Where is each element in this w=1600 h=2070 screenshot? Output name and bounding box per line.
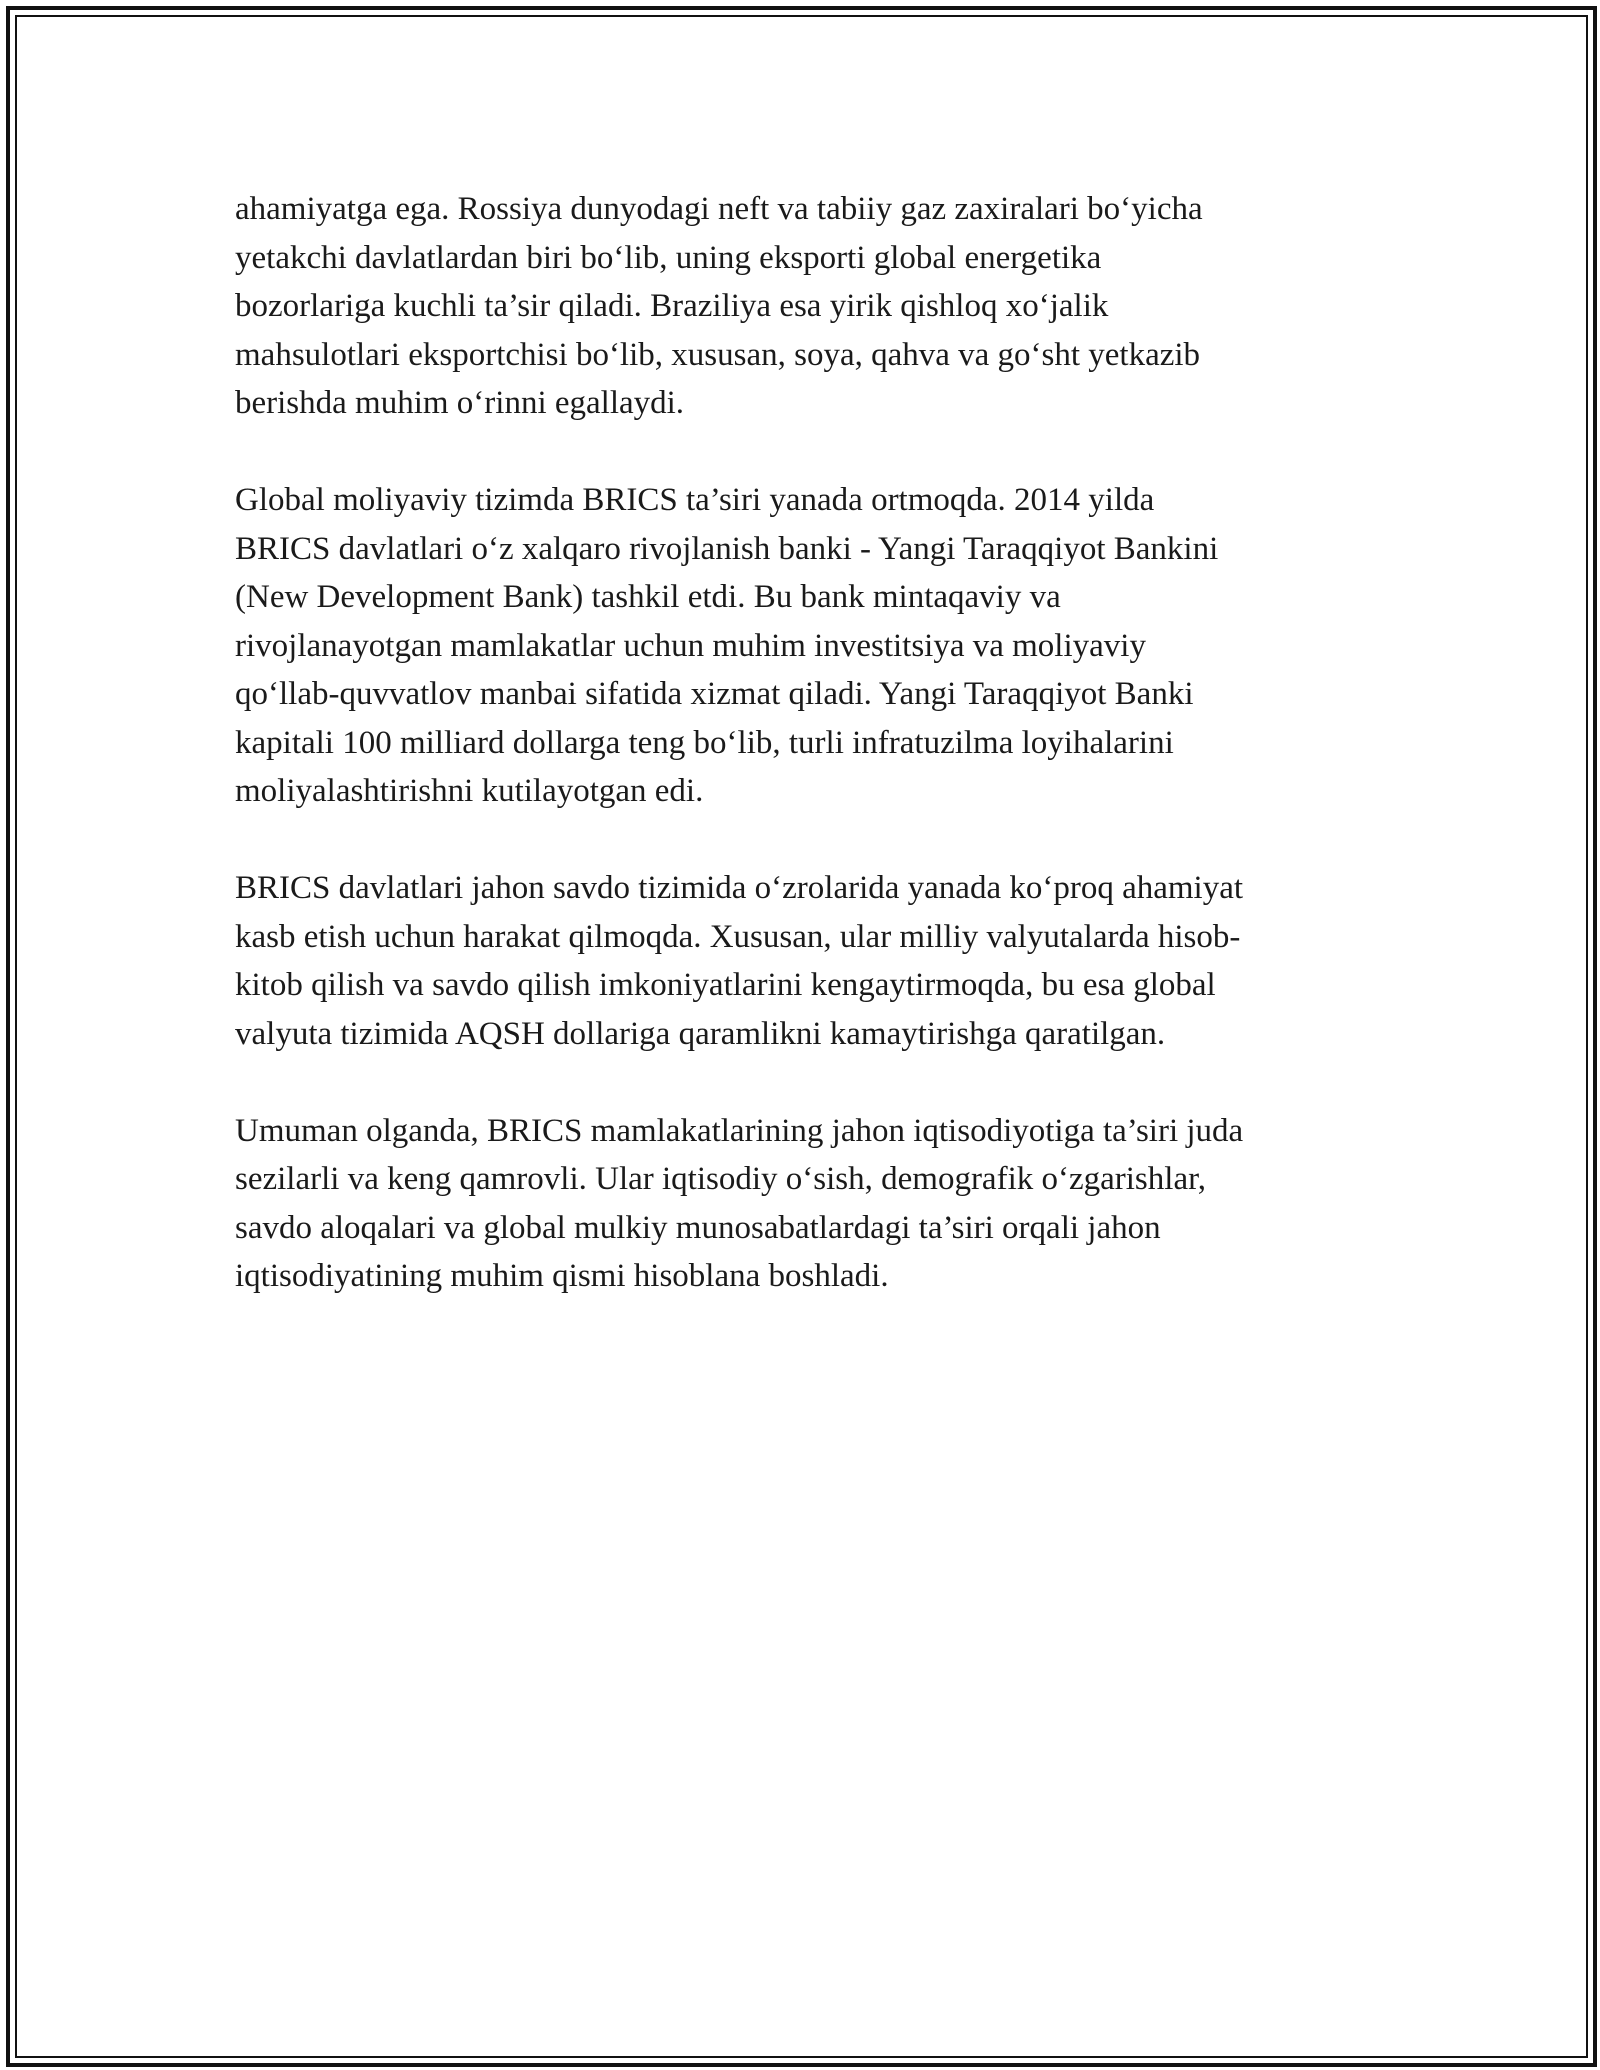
text-line: valyuta tizimida AQSH dollariga qaramlikni kamaytirishga qaratilgan. [235, 1015, 1166, 1052]
text-line: iqtisodiyatining muhim qismi hisoblana boshladi. [235, 1258, 889, 1294]
paragraph-financial-system [235, 476, 1365, 816]
text-line: bozorlariga kuchli ta’sir qiladi. Braziliya esa yirik qishloq xo‘jalik [235, 288, 1109, 324]
text-line: berishda muhim o‘rinni egallaydi. [235, 385, 685, 421]
text-line: (New Development Bank) tashkil etdi. Bu bank mintaqaviy va [235, 579, 1061, 615]
text-line: kitob qilish va savdo qilish imkoniyatlarini kengaytirmoqda, bu esa global [235, 967, 1216, 1003]
text-line: rivojlanayotgan mamlakatlar uchun muhim investitsiya va moliyaviy [235, 627, 1146, 664]
text-line: kasb etish uchun harakat qilmoqda. Xususan, ular milliy valyutalarda hisob- [235, 918, 1241, 955]
paragraph-energy-agriculture [235, 185, 1365, 428]
text-line: Global moliyaviy tizimda BRICS ta’siri yanada ortmoqda. 2014 yilda [235, 482, 1155, 518]
text-line: BRICS davlatlari o‘z xalqaro rivojlanish banki - Yangi Taraqqiyot Bankini [235, 530, 1219, 567]
paragraph-trade-system [235, 864, 1365, 1058]
text-line: savdo aloqalari va global mulkiy munosabatlardagi ta’siri orqali jahon [235, 1209, 1161, 1246]
document-body [235, 185, 1365, 1349]
text-line: Umuman olganda, BRICS mamlakatlarining jahon iqtisodiyotiga ta’siri juda [235, 1112, 1244, 1149]
text-line: moliyalashtirishni kutilayotgan edi. [235, 773, 704, 809]
text-line: qo‘llab-quvvatlov manbai sifatida xizmat qiladi. Yangi Taraqqiyot Banki [235, 676, 1194, 712]
text-line: BRICS davlatlari jahon savdo tizimida o‘zrolarida yanada ko‘proq ahamiyat [235, 870, 1244, 906]
text-line: mahsulotlari eksportchisi bo‘lib, xususan, soya, qahva va go‘sht yetkazib [235, 336, 1201, 373]
text-line: sezilarli va keng qamrovli. Ular iqtisodiy o‘sish, demografik o‘zgarishlar, [235, 1161, 1207, 1197]
text-line: yetakchi davlatlardan biri bo‘lib, uning eksporti global energetika [235, 239, 1102, 276]
text-line: kapitali 100 milliard dollarga teng bo‘lib, turli infratuzilma loyihalarini [235, 724, 1174, 761]
text-line: ahamiyatga ega. Rossiya dunyodagi neft va tabiiy gaz zaxiralari bo‘yicha [235, 191, 1203, 227]
paragraph-conclusion [235, 1107, 1365, 1301]
